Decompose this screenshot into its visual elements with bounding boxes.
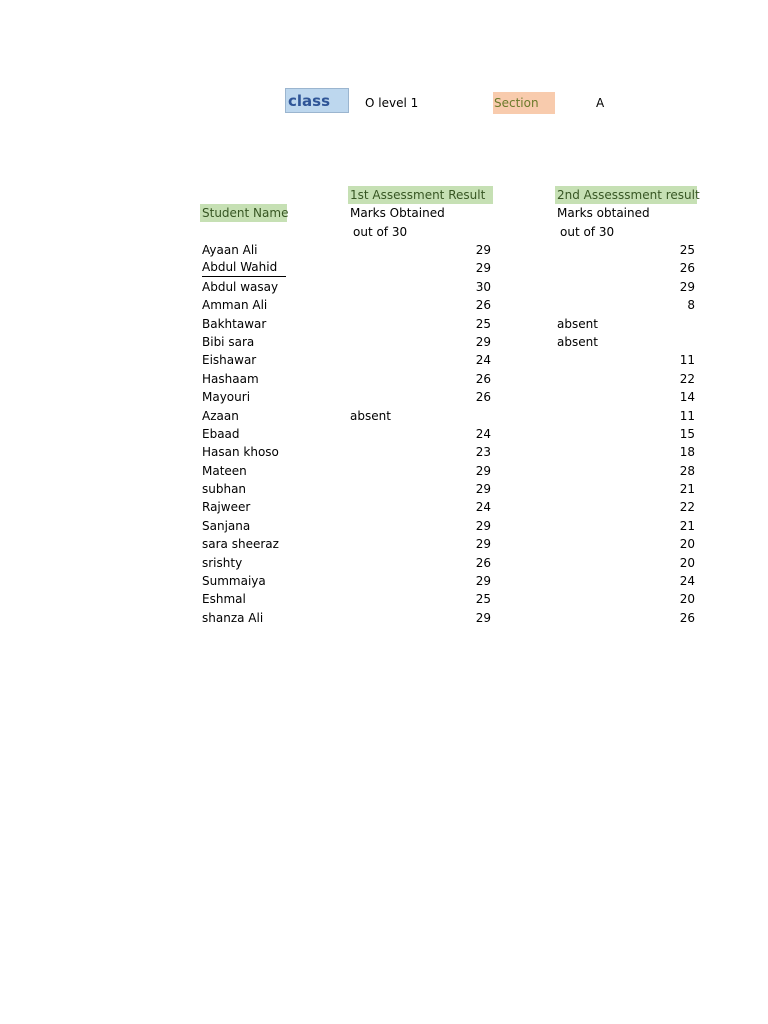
student-name: Bakhtawar — [202, 316, 267, 331]
assessment-2-mark: 24 — [679, 574, 695, 589]
table-row — [0, 554, 768, 572]
assessment-2-mark: 22 — [679, 371, 695, 386]
assessment-2-mark: 21 — [679, 518, 695, 533]
assessment-1-header: 1st Assessment Result — [348, 186, 493, 204]
table-row — [0, 498, 768, 516]
section-label: Section — [493, 92, 555, 114]
table-row — [0, 370, 768, 388]
table-row — [0, 572, 768, 590]
section-value: A — [596, 96, 605, 110]
table-row — [0, 609, 768, 627]
assessment-2-subheader: Marks obtained — [557, 206, 650, 220]
table-row — [0, 333, 768, 351]
table-row — [0, 443, 768, 461]
assessment-1-mark: 25 — [475, 592, 491, 607]
assessment-2-mark: 25 — [679, 243, 695, 257]
assessment-2-mark: 15 — [679, 426, 695, 441]
assessment-1-mark: 29 — [475, 610, 491, 625]
table-row — [0, 278, 768, 296]
assessment-2-mark: 8 — [687, 298, 695, 313]
assessment-2-mark: 11 — [679, 408, 695, 423]
table-row — [0, 351, 768, 369]
student-name: Ebaad — [202, 426, 240, 441]
student-name: Amman Ali — [202, 298, 268, 313]
student-name: Eishawar — [202, 353, 257, 368]
class-value: O level 1 — [365, 96, 419, 110]
table-row — [0, 462, 768, 480]
student-name-header: Student Name — [202, 206, 289, 220]
student-name: Bibi sara — [202, 334, 255, 349]
assessment-1-mark: 26 — [475, 555, 491, 570]
student-rows — [0, 241, 768, 627]
assessment-1-mark: 29 — [475, 334, 491, 349]
student-name: subhan — [202, 482, 247, 497]
assessment-1-mark: 24 — [475, 500, 491, 515]
class-label: class — [285, 88, 349, 113]
assessment-2-mark: 28 — [679, 463, 695, 478]
assessment-2-mark: absent — [557, 334, 598, 349]
assessment-2-mark: 26 — [679, 610, 695, 625]
assessment-1-mark: absent — [350, 408, 391, 423]
assessment-1-mark: 25 — [475, 316, 491, 331]
student-name: Summaiya — [202, 574, 266, 589]
assessment-2-mark: 20 — [679, 555, 695, 570]
student-name: sara sheeraz — [202, 537, 279, 552]
assessment-2-mark: 18 — [679, 445, 695, 460]
assessment-1-mark: 29 — [475, 243, 491, 257]
assessment-1-out-of: out of 30 — [353, 225, 408, 239]
student-name: Hashaam — [202, 371, 259, 386]
student-name: Eshmal — [202, 592, 246, 607]
student-name: Mateen — [202, 463, 247, 478]
assessment-1-mark: 29 — [475, 482, 491, 497]
assessment-1-subheader: Marks Obtained — [350, 206, 445, 220]
student-name: Mayouri — [202, 390, 251, 405]
table-row — [0, 259, 768, 277]
assessment-1-mark: 29 — [475, 518, 491, 533]
assessment-1-mark: 23 — [475, 445, 491, 460]
assessment-2-mark: 14 — [679, 390, 695, 405]
assessment-1-mark: 26 — [475, 298, 491, 313]
table-row — [0, 388, 768, 406]
assessment-1-mark: 29 — [475, 574, 491, 589]
assessment-1-mark: 26 — [475, 371, 491, 386]
assessment-2-header: 2nd Assesssment result — [557, 188, 700, 202]
student-name: Abdul wasay — [202, 279, 279, 294]
table-row — [0, 296, 768, 314]
assessment-1-mark: 30 — [475, 279, 491, 294]
table-row — [0, 241, 768, 259]
assessment-1-mark: 29 — [475, 261, 491, 276]
table-row — [0, 315, 768, 333]
student-name: srishty — [202, 555, 243, 570]
student-name: Rajweer — [202, 500, 251, 515]
assessment-2-mark: 20 — [679, 592, 695, 607]
assessment-1-mark: 24 — [475, 426, 491, 441]
assessment-1-mark: 29 — [475, 463, 491, 478]
assessment-2-mark: absent — [557, 316, 598, 331]
assessment-2-out-of: out of 30 — [560, 225, 615, 239]
assessment-1-mark: 29 — [475, 537, 491, 552]
table-row — [0, 590, 768, 608]
table-row — [0, 480, 768, 498]
assessment-2-mark: 22 — [679, 500, 695, 515]
assessment-1-mark: 26 — [475, 390, 491, 405]
student-name: Hasan khoso — [202, 445, 279, 460]
table-row — [0, 407, 768, 425]
table-row — [0, 535, 768, 553]
student-name: Sanjana — [202, 518, 251, 533]
student-name: Ayaan Ali — [202, 243, 258, 257]
assessment-2-mark: 20 — [679, 537, 695, 552]
table-row — [0, 425, 768, 443]
assessment-2-mark: 11 — [679, 353, 695, 368]
table-row — [0, 517, 768, 535]
assessment-2-mark: 26 — [679, 261, 695, 276]
assessment-1-mark: 24 — [475, 353, 491, 368]
student-name: Azaan — [202, 408, 239, 423]
assessment-2-mark: 21 — [679, 482, 695, 497]
student-name: Abdul Wahid — [202, 259, 286, 277]
assessment-2-mark: 29 — [679, 279, 695, 294]
student-name: shanza Ali — [202, 610, 264, 625]
